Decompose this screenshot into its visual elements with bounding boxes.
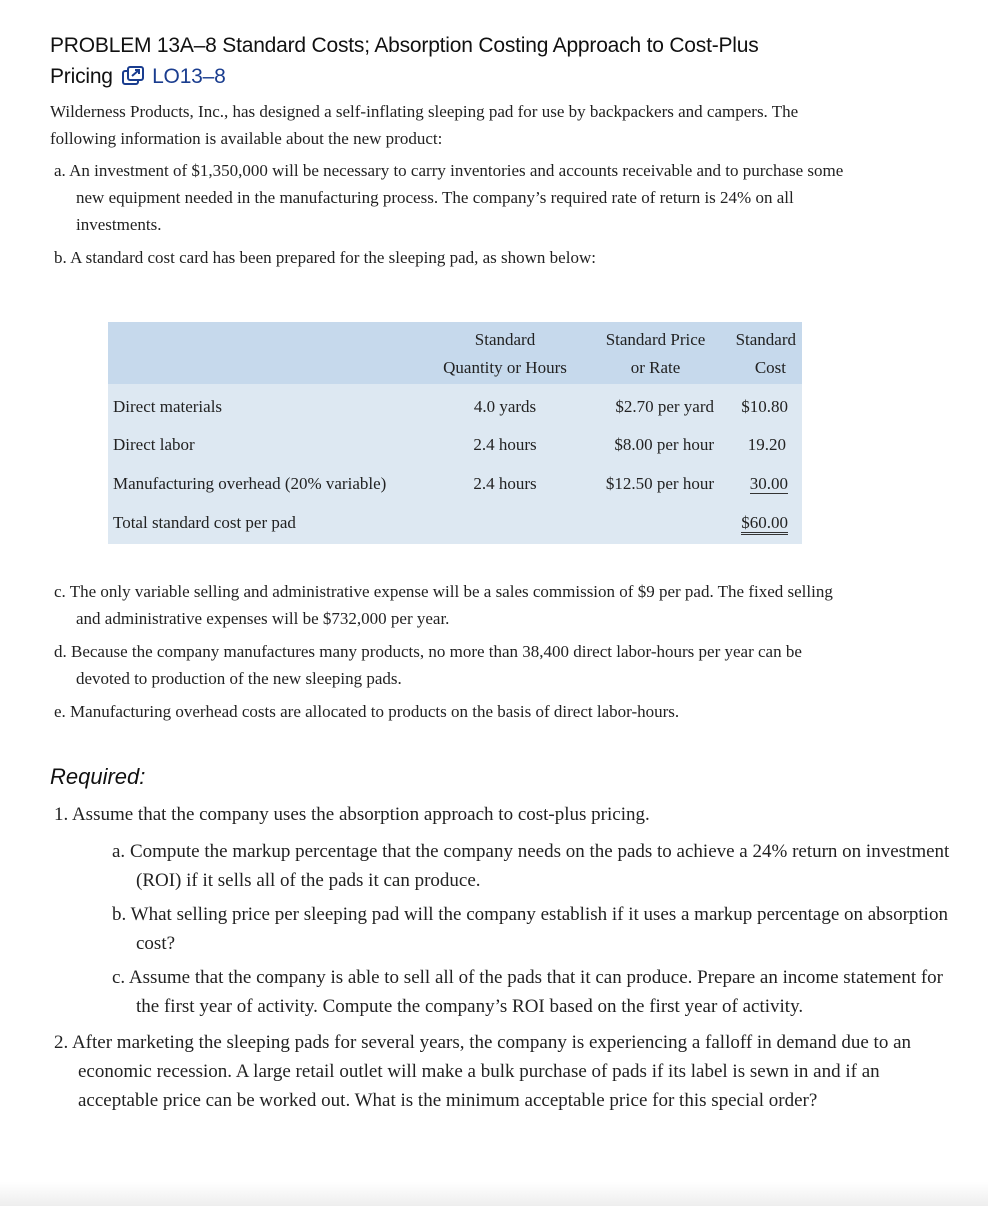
row-cost: $10.80 [741, 397, 788, 416]
row-cost: 30.00 [749, 474, 788, 493]
row-qty: 2.4 hours [473, 474, 537, 493]
required-heading: Required: [50, 764, 146, 789]
intro-paragraph: Wilderness Products, Inc., has designed a self-inflating sleeping pad for use by backpackers and campers. The following information is available about the new product: [50, 102, 799, 148]
given-item-a [52, 157, 852, 238]
item-label: b. [54, 248, 67, 267]
total-item: Total standard cost per pad [113, 513, 296, 532]
item-text: Because the company manufactures many products, no more than 38,400 direct labor-hours per year can be devoted to production of the new sleeping pads. [71, 642, 802, 688]
row-qty: 2.4 hours [473, 435, 537, 454]
header-price-line1: Standard Price [605, 330, 706, 349]
row-price: $8.00 per hour [614, 435, 714, 454]
question-text: After marketing the sleeping pads for several years, the company is experiencing a falloff in demand due to an economic recession. A large retail outlet will make a bulk purchase of pads if its label is sewn in and if an acceptable price can be worked out. What is the minimum acceptable price for this special order? [71, 1032, 911, 1111]
question-text: What selling price per sleeping pad will the company establish if it uses a markup percentage on absorption cost? [130, 904, 948, 954]
item-text: A standard cost card has been prepared for the sleeping pad, as shown below: [70, 248, 596, 267]
item-label: a. [54, 161, 66, 180]
given-list-cde [52, 578, 852, 731]
header-qty-line1: Standard [474, 330, 536, 349]
question-label: 1. [54, 804, 69, 825]
header-price-line2: or Rate [630, 358, 681, 377]
header-qty-line2: Quantity or Hours [443, 358, 567, 377]
given-item-d [52, 638, 852, 692]
required-list [52, 800, 962, 1115]
header-cost-line1: Standard [735, 330, 796, 349]
item-text: Manufacturing overhead costs are allocated to products on the basis of direct labor-hours. [70, 702, 680, 721]
question-2 [52, 1028, 962, 1115]
header-cost-line2: Cost [754, 358, 786, 377]
row-price: $2.70 per yard [615, 397, 714, 416]
title-line-1: PROBLEM 13A–8 Standard Costs; Absorption Costing Approach to Cost-Plus [50, 34, 759, 57]
question-1a [80, 837, 962, 895]
item-text: The only variable selling and administrative expense will be a sales commission of $9 per pad. The fixed selling and administrative expenses will be $732,000 per year. [69, 582, 833, 628]
question-label: b. [112, 904, 127, 925]
given-list-ab [52, 157, 852, 277]
row-cost-underlined [736, 469, 788, 498]
given-item-e [52, 698, 852, 725]
question-1 [52, 800, 962, 829]
problem-title [50, 30, 910, 95]
question-label: a. [112, 841, 126, 862]
bottom-fade [0, 1182, 988, 1206]
question-label: 2. [54, 1032, 69, 1053]
question-1b [80, 900, 962, 958]
title-line-2 [50, 61, 910, 95]
total-cost-underlined [718, 508, 788, 537]
title-pricing: Pricing [50, 65, 113, 88]
standard-cost-card [108, 322, 802, 544]
row-price: $12.50 per hour [605, 474, 714, 493]
item-label: d. [54, 642, 67, 661]
row-qty: 4.0 yards [473, 397, 537, 416]
item-label: e. [54, 702, 66, 721]
question-1c [80, 963, 962, 1021]
given-item-c [52, 578, 852, 632]
learning-objective-link[interactable]: LO13–8 [152, 65, 226, 88]
row-item: Direct materials [113, 397, 223, 416]
question-text: Assume that the company uses the absorption approach to cost-plus pricing. [71, 804, 650, 825]
item-text: An investment of $1,350,000 will be necessary to carry inventories and accounts receivable and to purchase some new equipment needed in the manufacturing process. The company’s required rate of return is 24% on all investments. [69, 161, 844, 234]
given-item-b [52, 244, 852, 271]
row-item: Direct labor [113, 435, 195, 454]
question-text: Compute the markup percentage that the company needs on the pads to achieve a 24% return on investment (ROI) if it sells all of the pads it can produce. [129, 841, 950, 891]
row-item: Manufacturing overhead (20% variable) [113, 474, 387, 493]
total-cost: $60.00 [741, 513, 788, 535]
question-text: Assume that the company is able to sell all of the pads that it can produce. Prepare an income statement for the first year of activity. Compute the company’s ROI based on the first year of activity. [128, 967, 943, 1017]
question-label: c. [112, 967, 126, 988]
external-link-icon[interactable] [122, 64, 144, 95]
item-label: c. [54, 582, 66, 601]
row-cost: 19.20 [747, 435, 786, 454]
